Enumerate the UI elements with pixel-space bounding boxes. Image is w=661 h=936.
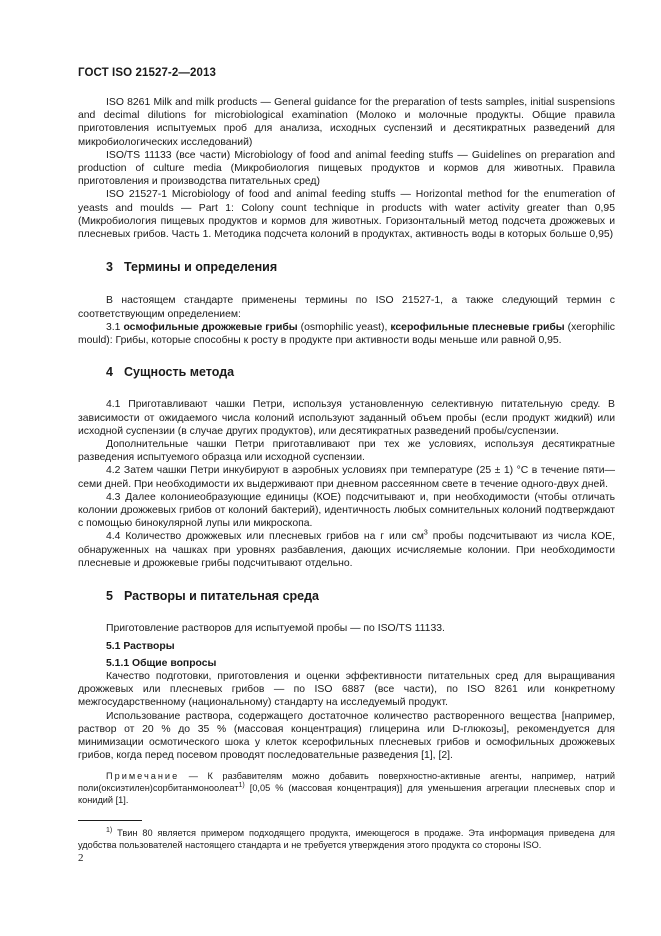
subsection-5-1-1-heading: 5.1.1 Общие вопросы: [106, 657, 217, 669]
section-3-title: Термины и определения: [124, 260, 278, 275]
reference-iso-ts-11133: ISO/TS 11133 (все части) Microbiology of food and animal feeding stuffs — Guidelines on preparation and production of culture media (Микробиология пищевых продуктов и кормов для животных. Правила приготовления и производства питательных сред): [78, 149, 615, 188]
section-4-heading: [78, 366, 615, 379]
term-definition-3-1: [78, 321, 615, 347]
section-5-heading: [78, 590, 615, 603]
reference-iso-8261: ISO 8261 Milk and milk products — General guidance for the preparation of tests samples, initial suspensions and decimal dilutions for microbiological examination (Молоко и молочные продукты. Общие правила приготовления испытуемых проб для анализа, исходных суспензий и десятикратных разведений для микробиологических исследований): [78, 97, 615, 148]
section-4-title: Сущность метода: [124, 365, 235, 380]
footnote: [78, 827, 615, 851]
clause-4-2: 4.2 Затем чашки Петри инкубируют в аэробных условиях при температуре (25 ± 1) °С в течение пяти—семи дней. При необходимости их выдерживают при дневном рассеянном свете в течение одного-двух дней.: [78, 465, 615, 490]
section-5-number: 5: [106, 589, 113, 604]
superscript-3: 3: [423, 530, 428, 538]
section-3-heading: [78, 261, 615, 274]
section-3-intro: В настоящем стандарте применены термины по ISO 21527-1, а также следующий термин с соответствующим определением:: [78, 295, 615, 320]
document-header: ГОСТ ISO 21527-2—2013: [78, 67, 216, 79]
term-xerophilic-mould: ксерофильные плесневые грибы: [390, 321, 565, 333]
clause-4-4-text-a: 4.4 Количество дрожжевых или плесневых грибов на г или см: [106, 531, 424, 543]
term-definition-text: (xerophilic mould): Грибы, которые способны к росту в продукте при активности воды меньше или равной 0,95.: [78, 321, 615, 347]
clause-5-1-1-p1: Качество подготовки, приготовления и оценки эффективности питательных сред для выращивания дрожжевых или плесневых грибов — по ISO 6887 (все части), по ISO 8261 или конкретному межгосударственному (национальному) стандарту на исследуемый продукт.: [78, 670, 615, 709]
reference-iso-21527-1: ISO 21527-1 Microbiology of food and animal feeding stuffs — Horizontal method for the enumeration of yeasts and moulds — Part 1: Colony count technique in products with water activity greater than 0,95 (Микробиология пищевых продуктов и кормов для животных. Горизонтальный метод подсчета дрожжевых и плесневых грибов. Часть 1. Методика подсчета колоний в продуктах, активность воды в которых больше 0,95): [78, 189, 615, 241]
clause-4-1-additional: Дополнительные чашки Петри приготавливают при тех же условиях, используя десятикратные разведения испытуемого образца или исходной суспензии.: [78, 439, 615, 464]
section-3-number: 3: [106, 260, 113, 275]
section-4-number: 4: [106, 365, 113, 380]
subsection-5-1-heading: 5.1 Растворы: [106, 640, 175, 652]
note-label: Примечание: [106, 771, 180, 782]
note-text-a: — К разбавителям можно добавить поверхностно-активные агенты, например, натрий поли(оксиэтилен)сорбитанмоноолеат: [78, 771, 615, 794]
clause-4-1: 4.1 Приготавливают чашки Петри, используя установленную селективную питательную среду. В зависимости от ожидаемого числа колоний используют заданный объем пробы (если продукт жидкий) или исходной суспензии (в случае других продуктов), или десятикратных разведений пробы/суспензии.: [78, 399, 615, 437]
section-5-intro: Приготовление растворов для испытуемой пробы — по ISO/TS 11133.: [106, 623, 445, 635]
term-osmophilic-yeast: осмофильные дрожжевые грибы: [123, 321, 298, 333]
page-number: 2: [78, 852, 84, 864]
term-osmophilic-yeast-en: (osmophilic yeast),: [297, 321, 391, 333]
clause-4-4-text-b: пробы подсчитывают из числа КОЕ, обнаруженных на чашках при уровнях разбавления, дающих исчисляемые колонии. При необходимости плесневые и дрожжевые грибы подсчитывают отдельно.: [78, 531, 615, 569]
note-text-b: [0,05 % (массовая концентрация)] для уменьшения агрегации плесневых спор и конидий [1].: [78, 783, 615, 806]
clause-4-4: [78, 530, 615, 570]
clause-5-1-1-p2: Использование раствора, содержащего достаточное количество растворенного вещества [например, раствор от 20 % до 35 % (массовая концентрация) глицерина или D-глюкозы], рекомендуется для минимизации осмотического шока у клеток ксерофильных плесневых грибов и осмофильных дрожжевых грибов, когда перед посевом проводят последовательные разведения [1], [2].: [78, 710, 615, 762]
footnote-ref: 1): [238, 782, 245, 790]
footnote-text: Твин 80 является примером подходящего продукта, имеющегося в продаже. Эта информация приведена для удобства пользователей настоящего стандарта и не требуется утверждения этого продукта со стороны ISO.: [78, 828, 615, 851]
term-number: 3.1: [106, 321, 121, 333]
note-paragraph: [78, 770, 615, 806]
document-body: [78, 96, 615, 851]
footnote-mark: 1): [106, 827, 113, 835]
section-5-title: Растворы и питательная среда: [124, 589, 319, 604]
clause-4-3: 4.3 Далее колониеобразующие единицы (КОЕ) подсчитывают и, при необходимости (чтобы отличать колонии дрожжевых грибов от колоний бактерий), идентичность любых сомнительных колоний подтверждают с помощью бинокулярной лупы или микроскопа.: [78, 491, 615, 530]
